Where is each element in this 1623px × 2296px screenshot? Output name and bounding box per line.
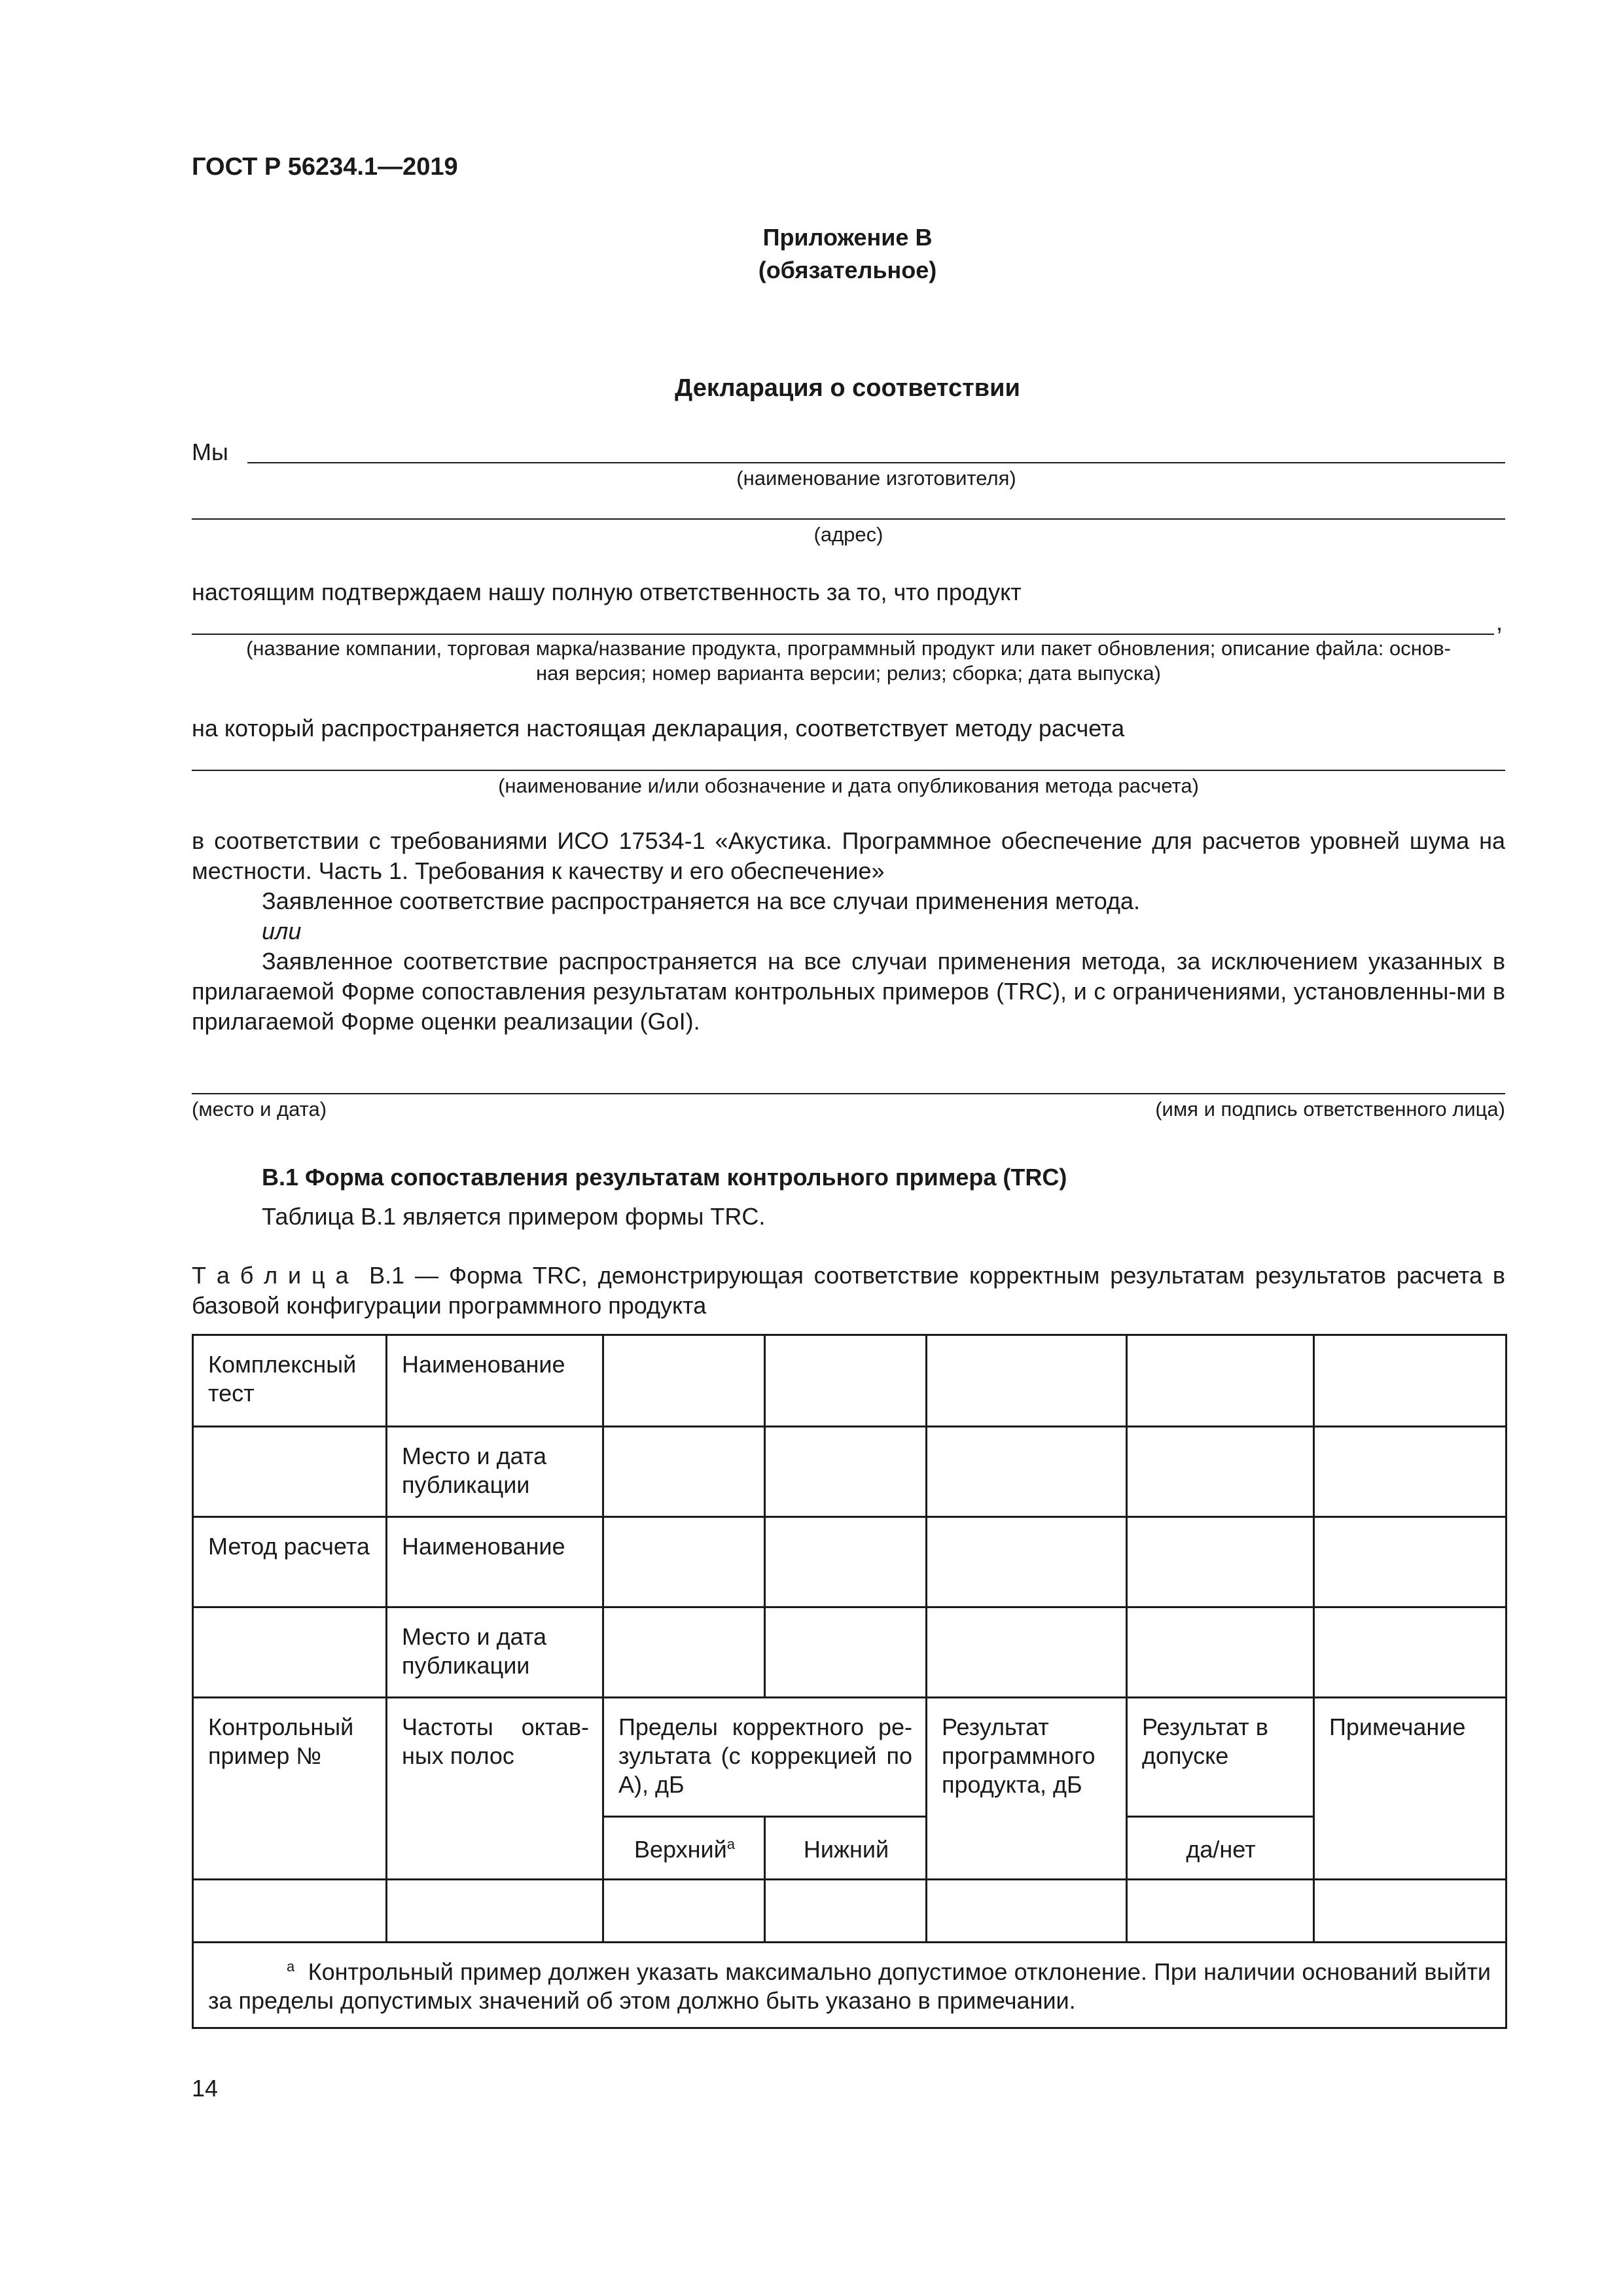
manufacturer-caption: (наименование изготовителя) <box>736 467 1016 490</box>
or-word: или <box>262 918 302 944</box>
table-row <box>193 1698 1507 1817</box>
method-text: на который распространяется настоящая декларация, соответствует методу расчета <box>192 715 1125 742</box>
complex-test-name-cell: Наименование <box>387 1335 603 1427</box>
section-heading: В.1 Форма сопоставления результатам контрольного примера (TRC) <box>262 1164 1067 1191</box>
table-cell[interactable] <box>1314 1335 1507 1427</box>
limits-header: Пределы корректного ре-зультата (с коррекцией по А), дБ <box>603 1698 927 1817</box>
manufacturer-line <box>247 462 1505 463</box>
table-cell[interactable] <box>927 1880 1127 1943</box>
page-number: 14 <box>192 2075 219 2102</box>
table-footnote <box>193 1943 1507 2028</box>
table-cell[interactable] <box>1127 1607 1314 1698</box>
test-number-header: Контрольный пример № <box>193 1698 387 1880</box>
product-caption-line2: ная версия; номер варианта версии; релиз; сборка; дата выпуска) <box>536 662 1161 685</box>
table-cell[interactable] <box>927 1427 1127 1517</box>
product-caption-line1: (название компании, торговая марка/название продукта, программный продукт или пакет обновления; описание файла: основ- <box>246 637 1451 660</box>
place-date-caption: (место и дата) <box>192 1098 327 1121</box>
trc-form-table <box>192 1334 1507 2029</box>
conformity-except-text: Заявленное соответствие распространяется на все случаи применения метода, за исключением указанных в прилагаемой Форме сопоставления результатам контрольных примеров (TRC), и с ограничениями, установленны-ми в прилагаемой Форме оценки реализации (GoI). <box>192 948 1505 1035</box>
table-row <box>193 1335 1507 1427</box>
table-cell <box>193 1427 387 1517</box>
section-intro: Таблица В.1 является примером формы TRC. <box>262 1203 766 1230</box>
tolerance-header: Результат в допуске <box>1127 1698 1314 1817</box>
method-cell: Метод расчета <box>193 1517 387 1607</box>
method-place-date-cell: Место и дата публикации <box>387 1607 603 1698</box>
table-cell[interactable] <box>603 1427 765 1517</box>
we-label: Мы <box>192 439 228 465</box>
table-cell[interactable] <box>927 1517 1127 1607</box>
responsibility-text: настоящим подтверждаем нашу полную ответственность за то, что продукт <box>192 579 1022 605</box>
footnote-text: Контрольный пример должен указать максимально допустимое отклонение. При наличии оснований выйти за пределы допустимых значений об этом должно быть указано в примечании. <box>208 1958 1491 2014</box>
address-line <box>192 518 1505 520</box>
product-comma: , <box>1496 609 1503 636</box>
method-caption: (наименование и/или обозначение и дата опубликования метода расчета) <box>498 774 1199 797</box>
table-caption-text: В.1 — Форма TRC, демонстрирующая соответствие корректным результатам результатов расчета в базовой конфигурации программного продукта <box>192 1262 1505 1319</box>
table-cell[interactable] <box>765 1880 927 1943</box>
address-caption: (адрес) <box>813 523 883 546</box>
product-result-header: Результат программного продукта, дБ <box>927 1698 1127 1880</box>
table-cell[interactable] <box>1127 1427 1314 1517</box>
upper-limit-header <box>603 1817 765 1880</box>
table-cell[interactable] <box>1314 1607 1507 1698</box>
table-cell[interactable] <box>927 1335 1127 1427</box>
table-cell[interactable] <box>1314 1517 1507 1607</box>
table-cell[interactable] <box>765 1517 927 1607</box>
complex-test-place-date-cell: Место и дата публикации <box>387 1427 603 1517</box>
note-header: Примечание <box>1314 1698 1507 1880</box>
table-cell[interactable] <box>603 1517 765 1607</box>
table-row <box>193 1427 1507 1517</box>
upper-label: Верхний <box>634 1835 727 1863</box>
table-cell <box>193 1607 387 1698</box>
table-cell[interactable] <box>1127 1517 1314 1607</box>
yes-no-header: да/нет <box>1127 1817 1314 1880</box>
method-line <box>192 770 1505 771</box>
table-caption <box>192 1261 1505 1321</box>
signature-line <box>192 1093 1505 1094</box>
table-row <box>193 1517 1507 1607</box>
complex-test-cell: Комплексный тест <box>193 1335 387 1427</box>
table-cell[interactable] <box>1314 1880 1507 1943</box>
iso-requirements-text: в соответствии с требованиями ИСО 17534-1 «Акустика. Программное обеспечение для расчетов уровней шума на местности. Часть 1. Требования к качеству и его обеспечение» <box>192 827 1505 884</box>
table-cell[interactable] <box>765 1607 927 1698</box>
footnote-mark: а <box>287 1958 295 1975</box>
document-code: ГОСТ Р 56234.1—2019 <box>192 153 458 181</box>
table-cell[interactable] <box>765 1335 927 1427</box>
table-row <box>193 1943 1507 2028</box>
product-line <box>192 634 1494 635</box>
conformity-all-text: Заявленное соответствие распространяется на все случаи применения метода. <box>262 888 1141 914</box>
table-cell[interactable] <box>387 1880 603 1943</box>
table-cell[interactable] <box>603 1880 765 1943</box>
appendix-title: Приложение В <box>762 224 933 251</box>
table-row <box>193 1880 1507 1943</box>
table-cell[interactable] <box>193 1880 387 1943</box>
table-cell[interactable] <box>765 1427 927 1517</box>
table-caption-label: Т а б л и ц а <box>192 1262 349 1289</box>
signature-caption: (имя и подпись ответственного лица) <box>1155 1098 1505 1121</box>
table-cell[interactable] <box>603 1335 765 1427</box>
table-row <box>193 1607 1507 1698</box>
table-cell[interactable] <box>1127 1335 1314 1427</box>
table-cell[interactable] <box>1314 1427 1507 1517</box>
table-cell[interactable] <box>1127 1880 1314 1943</box>
appendix-status: (обязательное) <box>758 257 937 283</box>
method-name-cell: Наименование <box>387 1517 603 1607</box>
lower-limit-header: Нижний <box>765 1817 927 1880</box>
upper-footnote-mark: а <box>726 1835 735 1852</box>
declaration-title: Декларация о соответствии <box>675 374 1020 402</box>
table-cell[interactable] <box>603 1607 765 1698</box>
octave-bands-header: Частоты октав-ных полос <box>387 1698 603 1880</box>
table-cell[interactable] <box>927 1607 1127 1698</box>
